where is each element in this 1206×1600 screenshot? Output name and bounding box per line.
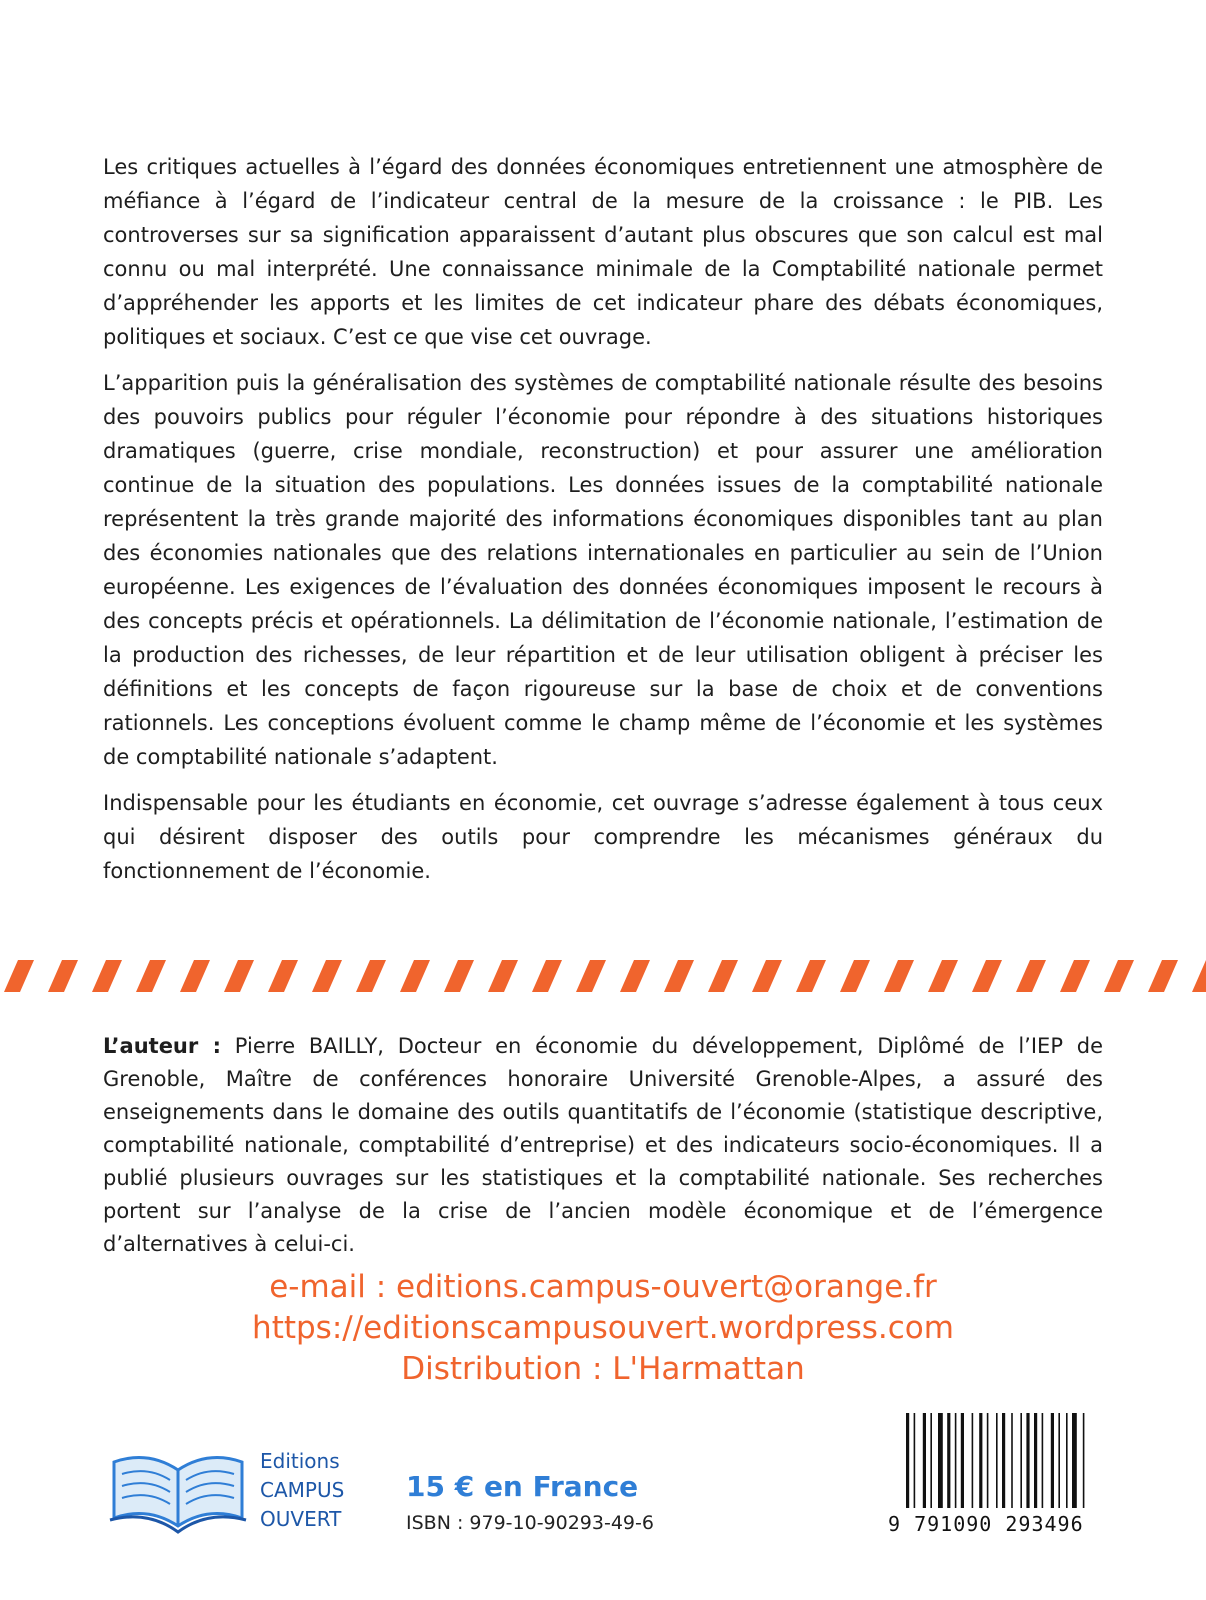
distribution-note: Distribution : L'Harmattan: [401, 1351, 805, 1387]
striped-divider: [0, 960, 1206, 992]
publisher-name: [260, 1447, 344, 1534]
author-label: L’auteur :: [103, 1034, 222, 1058]
isbn-label: ISBN : 979-10-90293-49-6: [406, 1512, 654, 1534]
price-label: 15 € en France: [406, 1470, 639, 1503]
author-paragraph: [103, 1030, 1103, 1261]
author-bio: [103, 1030, 1103, 1261]
publisher-line-2: CAMPUS: [260, 1478, 345, 1502]
barcode-digits: 9 791090 293496: [888, 1512, 1084, 1536]
website-link: https://editionscampusouvert.wordpress.com: [252, 1310, 954, 1346]
description-paragraph-1: Les critiques actuelles à l’égard des données économiques entretiennent une atmosphère de méfiance à l’égard de l’indicateur central de la mesure de la croissance : le PIB. Les controverses sur sa signification apparaissent d’autant plus obscures que son calcul est mal connu ou mal interprété. Une connaissance minimale de la Comptabilité nationale permet d’appréhender les apports et les limites de cet indicateur phare des débats économiques, politiques et sociaux. C’est ce que vise cet ouvrage.: [103, 155, 1103, 349]
publisher-line-3: OUVERT: [260, 1507, 342, 1531]
open-book-logo-icon: [108, 1448, 248, 1536]
email-contact: e-mail : editions.campus-ouvert@orange.fr: [269, 1269, 937, 1305]
author-bio-text: Pierre BAILLY, Docteur en économie du développement, Diplômé de l’IEP de Grenoble, Maître de conférences honoraire Université Grenoble-Alpes, a assuré des enseignements dans le domaine des outils quantitatifs de l’économie (statistique descriptive, comptabilité nationale, comptabilité d’entreprise) et des indicateurs socio-économiques. Il a publié plusieurs ouvrages sur les statistiques et la comptabilité nationale. Ses recherches portent sur l’analyse de la crise de l’ancien modèle économique et de l’émergence d’alternatives à celui-ci.: [103, 1034, 1103, 1256]
description-paragraph-3: Indispensable pour les étudiants en économie, cet ouvrage s’adresse également à tous ceux qui désirent disposer des outils pour comprendre les mécanismes généraux du fonctionnement de l’économie.: [103, 791, 1103, 883]
publisher-contacts: [0, 1267, 1206, 1390]
publisher-line-1: Editions: [260, 1449, 340, 1473]
book-description: [103, 150, 1103, 900]
description-paragraph-2: L’apparition puis la généralisation des systèmes de comptabilité nationale résulte des besoins des pouvoirs publics pour réguler l’économie pour répondre à des situations historiques dramatiques (guerre, crise mondiale, reconstruction) et pour assurer une amélioration continue de la situation des populations. Les données issues de la comptabilité nationale représentent la très grande majorité des informations économiques disponibles tant au plan des économies nationales que des relations internationales en particulier au sein de l’Union européenne. Les exigences de l’évaluation des données économiques imposent le recours à des concepts précis et opérationnels. La délimitation de l’économie nationale, l’estimation de la production des richesses, de leur répartition et de leur utilisation obligent à préciser les définitions et les concepts de façon rigoureuse sur la base de choix et de conventions rationnels. Les conceptions évoluent comme le champ même de l’économie et les systèmes de comptabilité nationale s’adaptent.: [103, 371, 1103, 769]
